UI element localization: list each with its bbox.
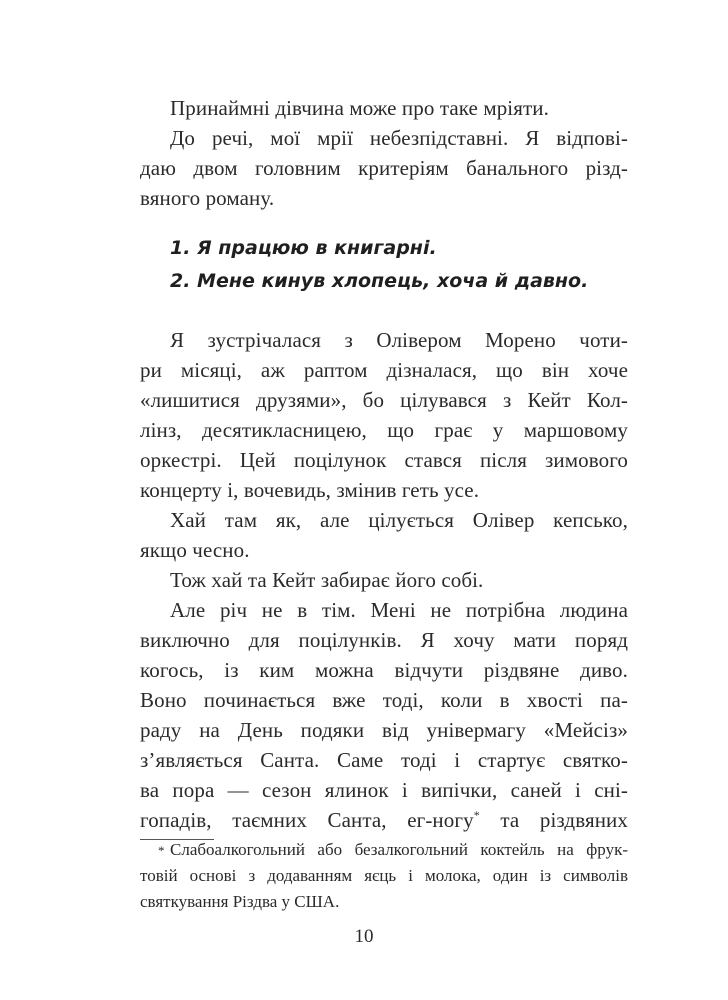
page-number: 10: [354, 926, 374, 947]
footnote-line: товій основі з додаванням яєць і молока, один із символів: [140, 866, 628, 885]
text-line: когось, із ким можна відчути різдвяне диво.: [140, 658, 628, 682]
text-line: Хай там як, але цілується Олівер кепсько,: [170, 508, 628, 532]
text-line: Тож хай та Кейт забирає його собі.: [170, 568, 484, 592]
paragraph-block-top: [140, 93, 628, 213]
list-item-1: 1. Я працюю в книгарні.: [170, 237, 437, 259]
text-line: даю двом головним критеріям банального різд-: [140, 156, 628, 180]
footnote-line: святкування Різдва у США.: [140, 892, 340, 911]
text-line: ри місяці, аж раптом дізналася, що він хоче: [140, 358, 628, 382]
text-line-with-footnote-ref: [140, 805, 628, 835]
paragraph-block-main: [140, 325, 628, 835]
footnote-marker: *: [158, 843, 165, 858]
text-line: вяного роману.: [140, 186, 275, 210]
footnote-line: Слабоалкогольний або безалкогольний коктейль на фрук-: [170, 840, 628, 859]
text-line: Принаймні дівчина може про таке мріяти.: [170, 96, 549, 120]
text-line: «лишитися друзями», бо цілувався з Кейт Кол-: [140, 388, 628, 412]
text-line: Воно починається вже тоді, коли в хвості па-: [140, 688, 628, 712]
text-line: якщо чесно.: [140, 538, 250, 562]
text-line: з’являється Санта. Саме тоді і стартує святко-: [140, 748, 628, 772]
text-line: лінз, десятикласницею, що грає у маршовому: [140, 418, 628, 442]
text-line: виключно для поцілунків. Я хочу мати поряд: [140, 628, 628, 652]
text-line: Але річ не в тім. Мені не потрібна людина: [170, 598, 628, 622]
list-item-2: 2. Мене кинув хлопець, хоча й давно.: [170, 270, 589, 292]
text-line: раду на День подяки від універмагу «Мейсіз»: [140, 718, 628, 742]
text-line: ва пора — сезон ялинок і випічки, саней і сні-: [140, 778, 628, 802]
footnote-ref-marker: *: [473, 808, 480, 822]
text-line: Я зустрічалася з Олівером Морено чоти-: [170, 328, 628, 352]
text-segment: та різдвяних: [500, 808, 628, 832]
text-line: оркестрі. Цей поцілунок стався після зимового: [140, 448, 628, 472]
text-segment: гопадів, таємних Санта, ег-ногу: [140, 808, 474, 832]
text-line: концерту і, вочевидь, змінив геть усе.: [140, 478, 480, 502]
footnote: [140, 837, 628, 915]
text-line: До речі, мої мрії небезпідставні. Я відпові-: [170, 126, 628, 150]
